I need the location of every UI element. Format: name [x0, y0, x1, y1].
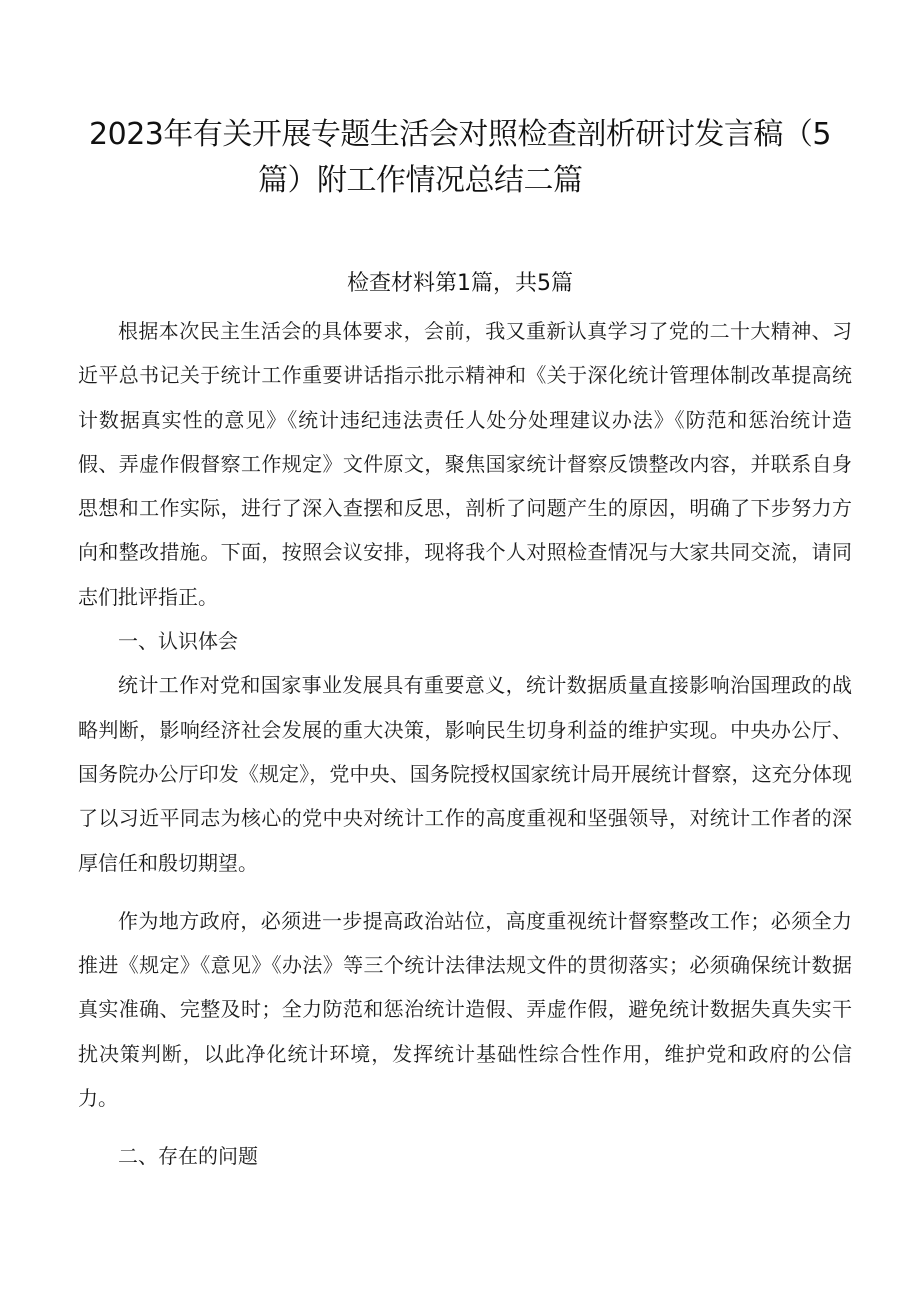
- body-paragraph: 根据本次民主生活会的具体要求，会前，我又重新认真学习了党的二十大精神、习近平总书记关于统计工作重要讲话指示批示精神和《关于深化统计管理体制改革提高统计数据真实性的意见》《统计违纪违法责任人处分处理建议办法》《防范和惩治统计造假、弄虚作假督察工作规定》文件原文，聚焦国家统计督察反馈整改内容，并联系自身思想和工作实际，进行了深入查摆和反思，剖析了问题产生的原因，明确了下步努力方向和整改措施。下面，按照会议安排，现将我个人对照检查情况与大家共同交流，请同志们批评指正。: [78, 319, 852, 609]
- document-title-line-2: 篇）附工作情况总结二篇: [258, 163, 583, 198]
- body-paragraph: 统计工作对党和国家事业发展具有重要意义，统计数据质量直接影响治国理政的战略判断，影响经济社会发展的重大决策，影响民生切身利益的维护实现。中央办公厅、国务院办公厅印发《规定》，党中央、国务院授权国家统计局开展统计督察，这充分体现了以习近平同志为核心的党中央对统计工作的高度重视和坚强领导，对统计工作者的深厚信任和殷切期望。: [78, 673, 852, 875]
- document-title-line-1: 2023年有关开展专题生活会对照检查剖析研讨发言稿（5: [89, 117, 831, 152]
- section-heading: 二、存在的问题: [118, 1144, 258, 1169]
- section-heading: 一、认识体会: [118, 629, 238, 654]
- document-body: [78, 309, 852, 1179]
- body-paragraph: 作为地方政府，必须进一步提高政治站位，高度重视统计督察整改工作；必须全力推进《规定》《意见》《办法》等三个统计法律法规文件的贯彻落实；必须确保统计数据真实准确、完整及时；全力防范和惩治统计造假、弄虚作假，避免统计数据失真失实干扰决策判断，以此净化统计环境，发挥统计基础性综合性作用，维护党和政府的公信力。: [78, 908, 852, 1111]
- document-title: [70, 112, 850, 204]
- document-subtitle: 检查材料第1篇，共5篇: [347, 271, 573, 296]
